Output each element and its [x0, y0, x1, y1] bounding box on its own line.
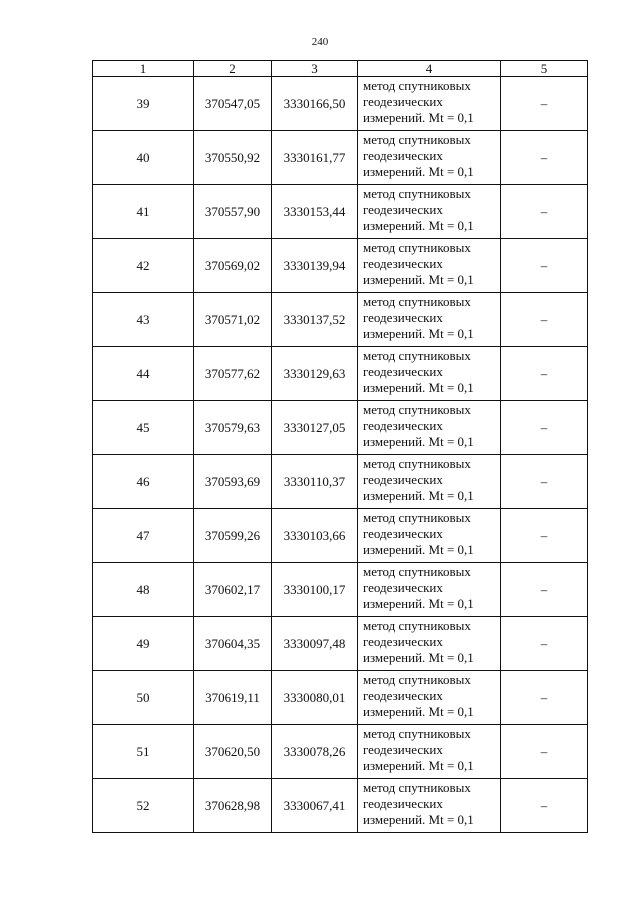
- method-line: измерений. Mt = 0,1: [363, 596, 474, 611]
- note-dash: –: [540, 743, 548, 759]
- note-dash: –: [540, 257, 548, 273]
- method-line: измерений. Mt = 0,1: [363, 110, 474, 125]
- method-line: геодезических: [363, 688, 443, 703]
- y-coordinate: 3330078,26: [283, 743, 346, 759]
- method-cell: [358, 617, 501, 671]
- method-line: измерений. Mt = 0,1: [363, 488, 474, 503]
- point-number-cell: [93, 725, 194, 779]
- x-coordinate-cell: [194, 725, 272, 779]
- table-row: [93, 131, 588, 185]
- note-cell: [501, 293, 588, 347]
- y-coordinate-cell: [272, 401, 358, 455]
- method-line: измерений. Mt = 0,1: [363, 218, 474, 233]
- note-dash: –: [540, 581, 548, 597]
- x-coordinate-cell: [194, 401, 272, 455]
- table-row: [93, 617, 588, 671]
- method-line: метод спутниковых: [363, 294, 471, 309]
- y-coordinate: 3330161,77: [283, 149, 346, 165]
- point-number-cell: [93, 509, 194, 563]
- column-header: 5: [501, 61, 588, 77]
- point-number: 48: [136, 581, 150, 597]
- table-row: [93, 77, 588, 131]
- table-row: [93, 347, 588, 401]
- table-row: [93, 401, 588, 455]
- method-cell: [358, 671, 501, 725]
- point-number-cell: [93, 401, 194, 455]
- method-line: геодезических: [363, 418, 443, 433]
- note-cell: [501, 347, 588, 401]
- point-number-cell: [93, 671, 194, 725]
- column-header: 4: [358, 61, 501, 77]
- note-cell: [501, 401, 588, 455]
- column-header: 1: [93, 61, 194, 77]
- y-coordinate: 3330129,63: [283, 365, 346, 381]
- point-number: 45: [136, 419, 150, 435]
- x-coordinate: 370619,11: [205, 689, 260, 705]
- method-cell: [358, 401, 501, 455]
- method-line: метод спутниковых: [363, 456, 471, 471]
- x-coordinate: 370579,63: [204, 419, 261, 435]
- method-cell: [358, 239, 501, 293]
- point-number: 44: [136, 365, 150, 381]
- method-line: геодезических: [363, 364, 443, 379]
- method-line: геодезических: [363, 148, 443, 163]
- note-cell: [501, 563, 588, 617]
- method-line: измерений. Mt = 0,1: [363, 812, 474, 827]
- method-cell: [358, 185, 501, 239]
- method-line: метод спутниковых: [363, 780, 471, 795]
- table-header-row: [93, 61, 588, 77]
- column-header: 2: [194, 61, 272, 77]
- x-coordinate: 370547,05: [204, 95, 261, 111]
- table-row: [93, 509, 588, 563]
- x-coordinate-cell: [194, 347, 272, 401]
- method-line: измерений. Mt = 0,1: [363, 380, 474, 395]
- method-cell: [358, 131, 501, 185]
- point-number-cell: [93, 617, 194, 671]
- y-coordinate-cell: [272, 563, 358, 617]
- method-line: метод спутниковых: [363, 132, 471, 147]
- y-coordinate: 3330139,94: [283, 257, 346, 273]
- x-coordinate-cell: [194, 671, 272, 725]
- table-body: [93, 77, 588, 833]
- table-row: [93, 563, 588, 617]
- x-coordinate: 370599,26: [204, 527, 261, 543]
- note-dash: –: [540, 311, 548, 327]
- method-line: измерений. Mt = 0,1: [363, 650, 474, 665]
- method-line: метод спутниковых: [363, 78, 471, 93]
- method-cell: [358, 779, 501, 833]
- method-line: метод спутниковых: [363, 564, 471, 579]
- method-line: измерений. Mt = 0,1: [363, 704, 474, 719]
- note-dash: –: [540, 635, 548, 651]
- x-coordinate: 370550,92: [204, 149, 261, 165]
- note-cell: [501, 725, 588, 779]
- point-number: 39: [136, 95, 150, 111]
- x-coordinate: 370620,50: [204, 743, 261, 759]
- point-number-cell: [93, 563, 194, 617]
- x-coordinate-cell: [194, 617, 272, 671]
- y-coordinate-cell: [272, 617, 358, 671]
- point-number-cell: [93, 239, 194, 293]
- method-line: геодезических: [363, 580, 443, 595]
- column-header: 3: [272, 61, 358, 77]
- y-coordinate-cell: [272, 509, 358, 563]
- point-number-cell: [93, 347, 194, 401]
- method-line: геодезических: [363, 796, 443, 811]
- note-cell: [501, 617, 588, 671]
- note-dash: –: [540, 149, 548, 165]
- method-line: метод спутниковых: [363, 618, 471, 633]
- note-dash: –: [540, 689, 548, 705]
- y-coordinate: 3330067,41: [283, 797, 346, 813]
- x-coordinate: 370604,35: [204, 635, 261, 651]
- point-number-cell: [93, 293, 194, 347]
- x-coordinate-cell: [194, 131, 272, 185]
- method-line: геодезических: [363, 256, 443, 271]
- x-coordinate: 370602,17: [204, 581, 261, 597]
- y-coordinate: 3330153,44: [283, 203, 346, 219]
- y-coordinate-cell: [272, 725, 358, 779]
- method-line: геодезических: [363, 310, 443, 325]
- y-coordinate: 3330100,17: [283, 581, 346, 597]
- note-dash: –: [540, 473, 548, 489]
- method-line: метод спутниковых: [363, 348, 471, 363]
- table-row: [93, 185, 588, 239]
- method-cell: [358, 347, 501, 401]
- method-line: метод спутниковых: [363, 510, 471, 525]
- y-coordinate: 3330097,48: [283, 635, 346, 651]
- table-row: [93, 455, 588, 509]
- table-row: [93, 239, 588, 293]
- note-dash: –: [540, 797, 548, 813]
- point-number: 49: [136, 635, 150, 651]
- page-number: 240: [311, 36, 329, 48]
- point-number: 46: [136, 473, 150, 489]
- y-coordinate-cell: [272, 185, 358, 239]
- y-coordinate-cell: [272, 131, 358, 185]
- note-cell: [501, 239, 588, 293]
- note-dash: –: [540, 203, 548, 219]
- method-cell: [358, 293, 501, 347]
- y-coordinate-cell: [272, 77, 358, 131]
- point-number-cell: [93, 455, 194, 509]
- table-row: [93, 725, 588, 779]
- method-line: геодезических: [363, 202, 443, 217]
- note-cell: [501, 455, 588, 509]
- table-row: [93, 671, 588, 725]
- x-coordinate-cell: [194, 185, 272, 239]
- y-coordinate: 3330166,50: [283, 95, 346, 111]
- note-cell: [501, 77, 588, 131]
- point-number: 40: [136, 149, 150, 165]
- point-number: 52: [136, 797, 150, 813]
- y-coordinate-cell: [272, 671, 358, 725]
- y-coordinate: 3330080,01: [283, 689, 346, 705]
- method-cell: [358, 509, 501, 563]
- method-line: измерений. Mt = 0,1: [363, 542, 474, 557]
- note-cell: [501, 671, 588, 725]
- method-line: метод спутниковых: [363, 240, 471, 255]
- method-line: метод спутниковых: [363, 726, 471, 741]
- point-number-cell: [93, 779, 194, 833]
- point-number: 51: [136, 743, 150, 759]
- method-line: метод спутниковых: [363, 186, 471, 201]
- method-line: геодезических: [363, 526, 443, 541]
- y-coordinate: 3330127,05: [283, 419, 346, 435]
- method-cell: [358, 725, 501, 779]
- x-coordinate-cell: [194, 239, 272, 293]
- method-line: геодезических: [363, 742, 443, 757]
- table-row: [93, 293, 588, 347]
- y-coordinate-cell: [272, 293, 358, 347]
- point-number: 50: [136, 689, 150, 705]
- method-line: измерений. Mt = 0,1: [363, 434, 474, 449]
- x-coordinate: 370577,62: [204, 365, 261, 381]
- method-line: геодезических: [363, 472, 443, 487]
- method-cell: [358, 455, 501, 509]
- point-number-cell: [93, 131, 194, 185]
- y-coordinate-cell: [272, 239, 358, 293]
- note-cell: [501, 779, 588, 833]
- x-coordinate-cell: [194, 563, 272, 617]
- method-line: измерений. Mt = 0,1: [363, 758, 474, 773]
- x-coordinate-cell: [194, 455, 272, 509]
- y-coordinate-cell: [272, 455, 358, 509]
- method-line: измерений. Mt = 0,1: [363, 272, 474, 287]
- point-number-cell: [93, 77, 194, 131]
- x-coordinate: 370571,02: [204, 311, 261, 327]
- note-dash: –: [540, 365, 548, 381]
- x-coordinate-cell: [194, 77, 272, 131]
- x-coordinate-cell: [194, 293, 272, 347]
- x-coordinate-cell: [194, 509, 272, 563]
- note-dash: –: [540, 95, 548, 111]
- method-line: метод спутниковых: [363, 672, 471, 687]
- y-coordinate-cell: [272, 779, 358, 833]
- point-number-cell: [93, 185, 194, 239]
- x-coordinate: 370628,98: [204, 797, 261, 813]
- coordinates-table: [92, 60, 588, 833]
- x-coordinate: 370593,69: [204, 473, 261, 489]
- method-line: метод спутниковых: [363, 402, 471, 417]
- note-cell: [501, 185, 588, 239]
- y-coordinate: 3330103,66: [283, 527, 346, 543]
- y-coordinate-cell: [272, 347, 358, 401]
- x-coordinate: 370557,90: [204, 203, 261, 219]
- point-number: 41: [136, 203, 150, 219]
- y-coordinate: 3330110,37: [283, 473, 346, 489]
- y-coordinate: 3330137,52: [283, 311, 346, 327]
- x-coordinate: 370569,02: [204, 257, 261, 273]
- note-dash: –: [540, 527, 548, 543]
- point-number: 42: [136, 257, 150, 273]
- method-line: измерений. Mt = 0,1: [363, 164, 474, 179]
- method-cell: [358, 77, 501, 131]
- method-cell: [358, 563, 501, 617]
- point-number: 43: [136, 311, 150, 327]
- x-coordinate-cell: [194, 779, 272, 833]
- note-cell: [501, 131, 588, 185]
- method-line: измерений. Mt = 0,1: [363, 326, 474, 341]
- method-line: геодезических: [363, 94, 443, 109]
- note-cell: [501, 509, 588, 563]
- method-line: геодезических: [363, 634, 443, 649]
- note-dash: –: [540, 419, 548, 435]
- point-number: 47: [136, 527, 150, 543]
- table-row: [93, 779, 588, 833]
